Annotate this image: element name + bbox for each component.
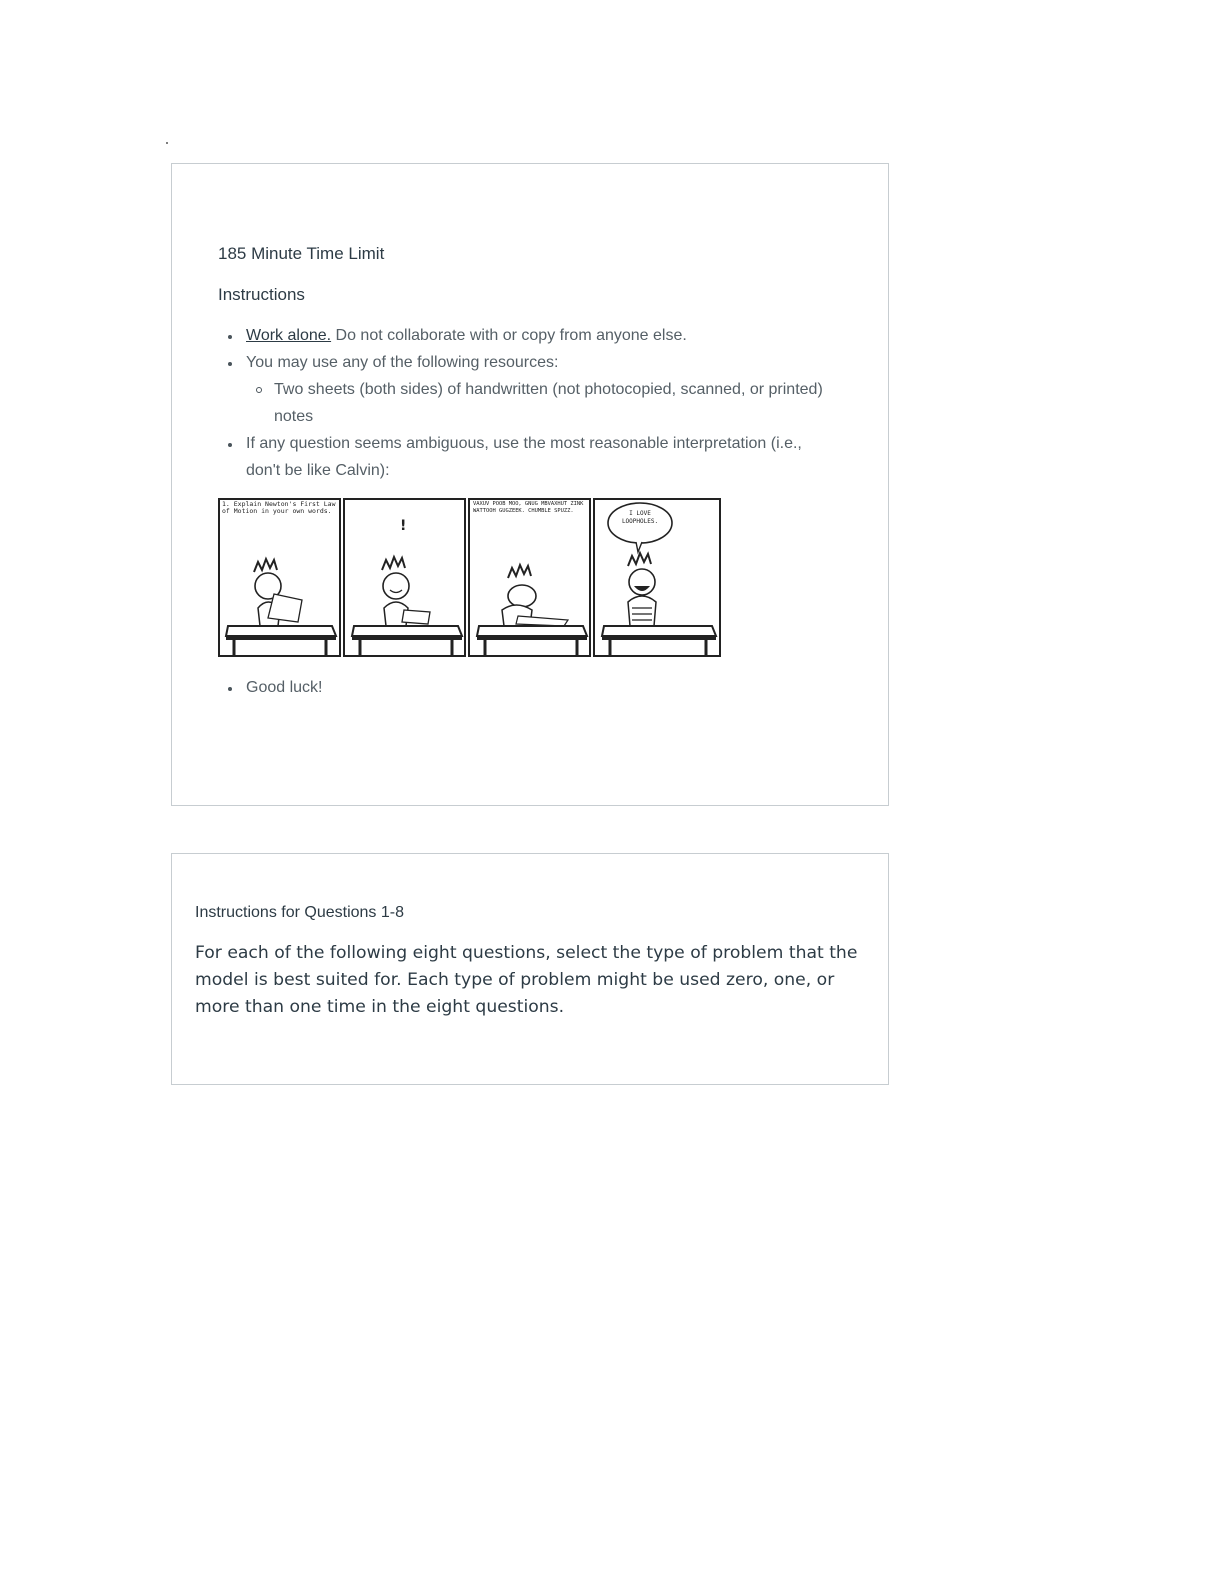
calvin-comic-strip	[218, 498, 722, 658]
comic-caption-2: !	[400, 518, 407, 534]
comic-caption-3: VAXUV POOB MOO, GNUG MBVAXHUT ZINK WATTOOH GUGZEEK. CHUMBLE SPUZZ.	[473, 501, 584, 514]
list-item: If any question seems ambiguous, use the most reasonable interpretation (i.e., don't be like Calvin):	[218, 430, 838, 484]
list-item: Good luck!	[218, 674, 618, 701]
list-item	[218, 349, 838, 430]
instructions-list	[218, 322, 838, 484]
questions-instructions-heading: Instructions for Questions 1-8	[195, 904, 404, 921]
list-item: Two sheets (both sides) of handwritten (not photocopied, scanned, or printed) notes	[246, 376, 838, 430]
comic-panel-4	[594, 499, 720, 656]
questions-instructions-panel	[171, 853, 889, 1085]
comic-panel-1	[219, 499, 340, 656]
exam-instructions-panel	[171, 163, 889, 806]
work-alone-text: Do not collaborate with or copy from anyone else.	[331, 327, 687, 344]
time-limit-heading: 185 Minute Time Limit	[218, 244, 385, 263]
questions-instructions-text: For each of the following eight questions, select the type of problem that the model is best suited for. Each type of problem might be used zero, one, or more than one time in the eight questions.	[195, 943, 858, 1017]
resources-intro: You may use any of the following resources:	[246, 354, 559, 371]
instructions-heading: Instructions	[218, 285, 305, 304]
comic-speech-bubble: I LOVE LOOPHOLES.	[621, 510, 659, 525]
comic-panel-2	[344, 499, 465, 656]
comic-panel-3	[469, 499, 590, 656]
stray-mark	[166, 142, 168, 144]
closing-list	[218, 674, 618, 701]
work-alone-emphasis: Work alone.	[246, 327, 332, 344]
resources-list	[246, 376, 838, 430]
list-item	[218, 322, 838, 349]
comic-caption-1: 1. Explain Newton's First Law of Motion in your own words.	[222, 501, 336, 515]
